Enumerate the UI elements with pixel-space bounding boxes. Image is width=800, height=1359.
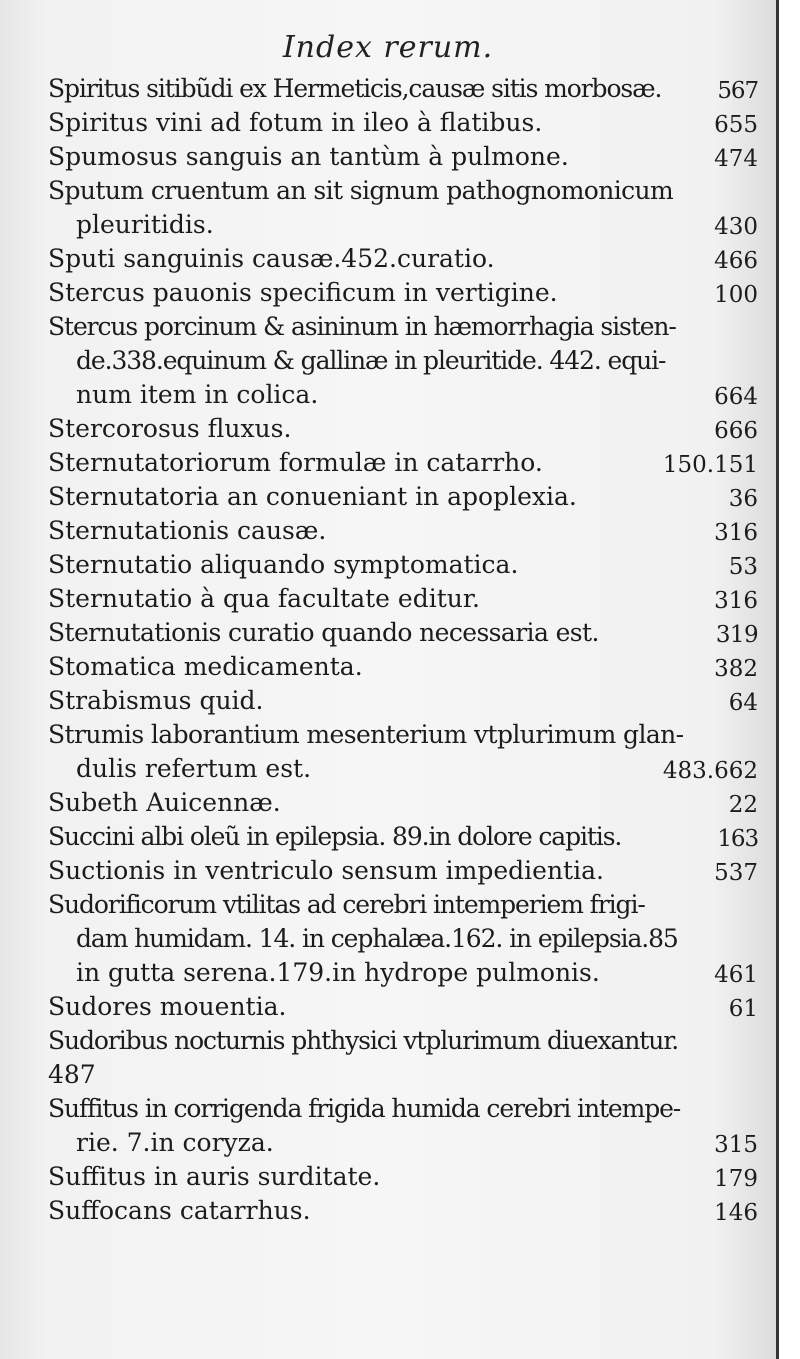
page-number: 461 bbox=[714, 962, 758, 988]
index-entry bbox=[48, 276, 764, 310]
index-entry bbox=[48, 990, 764, 1024]
entry-text: Strumis laborantium mesenterium vtplurimum glan- bbox=[48, 720, 684, 749]
index-entry bbox=[48, 1160, 764, 1194]
page-number: 483.662 bbox=[662, 758, 758, 784]
entry-text: Strabismus quid. bbox=[48, 686, 264, 715]
index-entry bbox=[48, 616, 764, 650]
entry-text: Subeth Auicennæ. bbox=[48, 788, 281, 817]
entry-text: 487 bbox=[48, 1060, 96, 1089]
entry-text: rie. 7.in coryza. bbox=[76, 1128, 274, 1157]
page-number: 466 bbox=[714, 248, 758, 274]
page-number: 163 bbox=[717, 826, 758, 852]
page-number: 474 bbox=[714, 146, 758, 172]
page-number: 430 bbox=[714, 214, 758, 240]
entry-text: Sternutatoriorum formulæ in catarrho. bbox=[48, 448, 543, 477]
entry-text: Sternutatio à qua facultate editur. bbox=[48, 584, 481, 613]
index-entry bbox=[48, 1194, 764, 1228]
entry-text: Sputum cruentum an sit signum pathognomonicum bbox=[48, 176, 674, 205]
entry-text: Suffitus in corrigenda frigida humida cerebri intempe- bbox=[48, 1094, 681, 1123]
page-number: 146 bbox=[714, 1200, 758, 1226]
page-number: 666 bbox=[714, 418, 758, 444]
entry-text: in gutta serena.179.in hydrope pulmonis. bbox=[76, 958, 600, 987]
page-number: 319 bbox=[715, 622, 758, 648]
index-entry bbox=[48, 888, 764, 990]
page-number: 64 bbox=[728, 690, 758, 716]
entry-text: Sternutationis curatio quando necessaria est. bbox=[48, 618, 599, 647]
entry-text: Sudoribus nocturnis phthysici vtplurimum diuexantur. bbox=[48, 1026, 679, 1055]
index-entry bbox=[48, 72, 764, 106]
index-entry bbox=[48, 820, 764, 854]
page-number: 316 bbox=[714, 520, 758, 546]
page-number: 100 bbox=[714, 282, 758, 308]
entry-text: num item in colica. bbox=[76, 380, 319, 409]
page-edge bbox=[776, 0, 800, 1359]
page-number: 664 bbox=[714, 384, 758, 410]
entry-text: Suctionis in ventriculo sensum impedientia. bbox=[48, 856, 604, 885]
index-entry bbox=[48, 310, 764, 412]
entry-text: Stomatica medicamenta. bbox=[48, 652, 363, 681]
index-entry bbox=[48, 582, 764, 616]
page-number: 315 bbox=[714, 1132, 758, 1158]
index-entry bbox=[48, 548, 764, 582]
page-number: 53 bbox=[728, 554, 758, 580]
entry-text: Spumosus sanguis an tantùm à pulmone. bbox=[48, 142, 569, 171]
index-entry bbox=[48, 480, 764, 514]
entry-text: pleuritidis. bbox=[76, 210, 214, 239]
entry-text: Sputi sanguinis causæ.452.curatio. bbox=[48, 244, 495, 273]
index-entry bbox=[48, 242, 764, 276]
index-entry bbox=[48, 718, 764, 786]
index-entry bbox=[48, 1024, 764, 1092]
index-entry bbox=[48, 446, 764, 480]
entry-text: Succini albi oleũ in epilepsia. 89.in dolore capitis. bbox=[48, 822, 622, 851]
entry-text: Spiritus sitibũdi ex Hermeticis,causæ sitis morbosæ. bbox=[48, 74, 662, 103]
entry-text: Sternutationis causæ. bbox=[48, 516, 327, 545]
entry-text: Suffocans catarrhus. bbox=[48, 1196, 311, 1225]
index-entries bbox=[48, 72, 764, 1228]
index-entry bbox=[48, 106, 764, 140]
index-entry bbox=[48, 174, 764, 242]
page-number: 655 bbox=[714, 112, 758, 138]
page-number: 150.151 bbox=[662, 452, 758, 478]
index-entry bbox=[48, 854, 764, 888]
index-entry bbox=[48, 514, 764, 548]
entry-text: Sternutatoria an conueniant in apoplexia. bbox=[48, 482, 577, 511]
page-number: 61 bbox=[728, 996, 758, 1022]
entry-text: Spiritus vini ad fotum in ileo à flatibus. bbox=[48, 108, 543, 137]
entry-text: Stercus porcinum & asininum in hæmorrhagia sisten- bbox=[48, 312, 676, 341]
index-entry bbox=[48, 1092, 764, 1160]
entry-text: Sternutatio aliquando symptomatica. bbox=[48, 550, 519, 579]
entry-text: Sudorificorum vtilitas ad cerebri intemperiem frigi- bbox=[48, 890, 645, 919]
entry-text: Sudores mouentia. bbox=[48, 992, 287, 1021]
entry-text: dulis refertum est. bbox=[76, 754, 312, 783]
page-header: Index rerum. bbox=[282, 30, 494, 65]
entry-text: Suffitus in auris surditate. bbox=[48, 1162, 381, 1191]
page-number: 179 bbox=[714, 1166, 758, 1192]
page-number: 567 bbox=[717, 78, 758, 104]
index-entry bbox=[48, 786, 764, 820]
entry-text: Stercus pauonis specificum in vertigine. bbox=[48, 278, 558, 307]
page-number: 22 bbox=[728, 792, 758, 818]
page-number: 537 bbox=[714, 860, 758, 886]
entry-text: de.338.equinum & gallinæ in pleuritide. 442. equi- bbox=[76, 346, 666, 375]
page-number: 382 bbox=[714, 656, 758, 682]
index-entry bbox=[48, 412, 764, 446]
page-number: 36 bbox=[728, 486, 758, 512]
index-entry bbox=[48, 684, 764, 718]
page-number: 316 bbox=[714, 588, 758, 614]
entry-text: dam humidam. 14. in cephalæa.162. in epilepsia.85 bbox=[76, 924, 678, 953]
entry-text: Stercorosus fluxus. bbox=[48, 414, 292, 443]
index-entry bbox=[48, 140, 764, 174]
index-entry bbox=[48, 650, 764, 684]
